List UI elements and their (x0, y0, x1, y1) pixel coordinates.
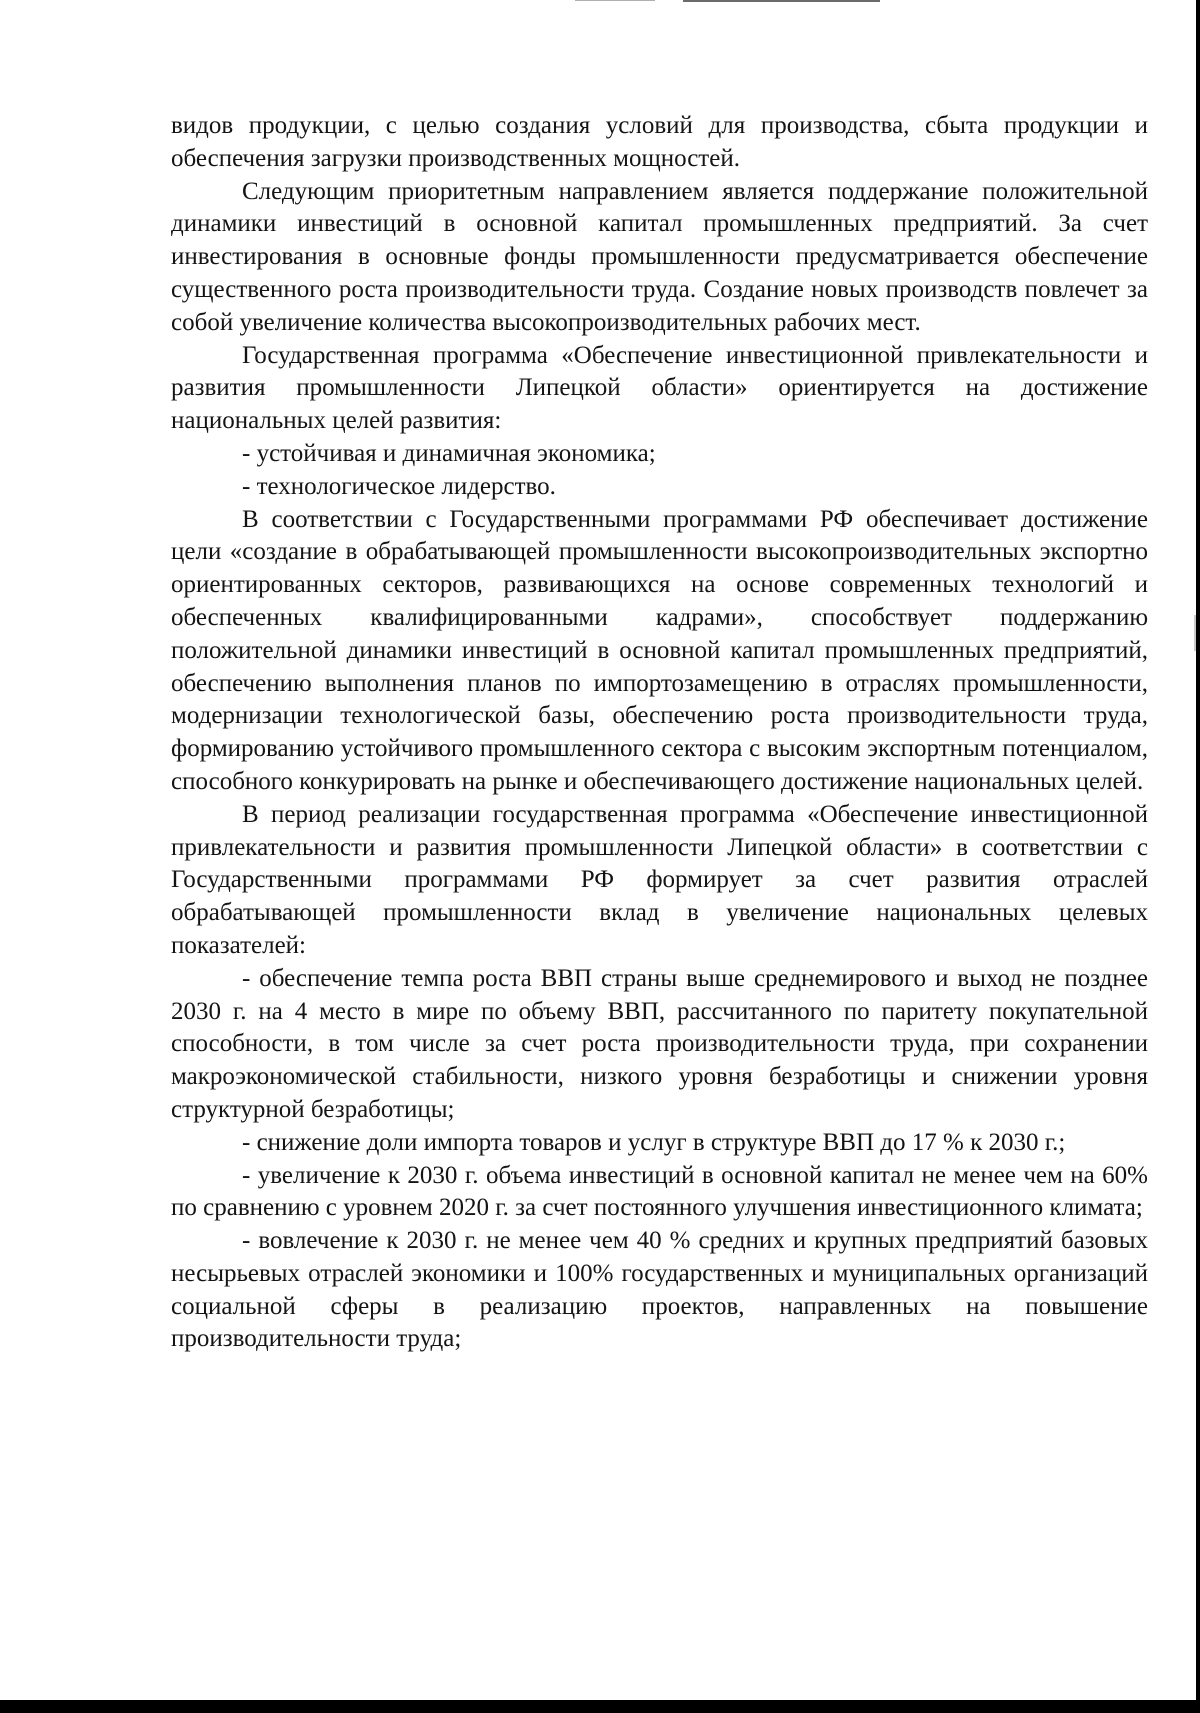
list-item: - устойчивая и динамичная экономика; (242, 439, 656, 467)
list-item: - вовлечение к 2030 г. не менее чем 40 % средних и крупных предприятий базовых несырьевых отраслей экономики и 100% государственных и муниципальных организаций социальной сферы в реализацию проектов, направленных на повышение производительности труда; (171, 1227, 1148, 1353)
paragraph: видов продукции, с целью создания условий для производства, сбыта продукции и обеспечения загрузки производственных мощностей. (171, 112, 1148, 172)
document-body (171, 110, 1148, 1356)
paragraph: В период реализации государственная программа «Обеспечение инвестиционной привлекательности и развития промышленности Липецкой области» в соответствии с Государственными программами РФ формирует за счет развития отраслей обрабатывающей промышленности вклад в увеличение национальных целевых показателей: (171, 800, 1148, 959)
list-item: - технологическое лидерство. (242, 472, 556, 500)
paragraph: Государственная программа «Обеспечение инвестиционной привлекательности и развития промышленности Липецкой области» ориентируется на достижение национальных целей развития: (171, 341, 1148, 435)
scan-artifact (575, 0, 655, 1)
scan-artifact (1194, 615, 1196, 651)
list-item: - обеспечение темпа роста ВВП страны выше среднемирового и выход не позднее 2030 г. на 4 место в мире по объему ВВП, рассчитанного по паритету покупательной способности, в том числе за счет роста производительности труда, при сохранении макроэкономической стабильности, низкого уровня безработицы и снижении уровня структурной безработицы; (171, 964, 1148, 1123)
paragraph: В соответствии с Государственными программами РФ обеспечивает достижение цели «создание в обрабатывающей промышленности высокопроизводительных экспортно ориентированных секторов, развивающихся на основе современных технологий и обеспеченных квалифицированными кадрами», способствует поддержанию положительной динамики инвестиций в основной капитал промышленных предприятий, обеспечению выполнения планов по импортозамещению в отраслях промышленности, модернизации технологической базы, обеспечению роста производительности труда, формированию устойчивого промышленного сектора с высоким экспортным потенциалом, способного конкурировать на рынке и обеспечивающего достижение национальных целей. (171, 505, 1148, 795)
paragraph: Следующим приоритетным направлением является поддержание положительной динамики инвестиций в основной капитал промышленных предприятий. За счет инвестирования в основные фонды промышленности предусматривается обеспечение существенного роста производительности труда. Создание новых производств повлечет за собой увеличение количества высокопроизводительных рабочих мест. (171, 177, 1148, 336)
scan-edge (0, 1700, 1200, 1713)
scan-artifact (683, 0, 880, 2)
list-item: - увеличение к 2030 г. объема инвестиций в основной капитал не менее чем на 60% по сравнению с уровнем 2020 г. за счет постоянного улучшения инвестиционного климата; (171, 1161, 1148, 1222)
scan-edge (1196, 0, 1200, 1700)
list-item: - снижение доли импорта товаров и услуг в структуре ВВП до 17 % к 2030 г.; (242, 1128, 1066, 1156)
